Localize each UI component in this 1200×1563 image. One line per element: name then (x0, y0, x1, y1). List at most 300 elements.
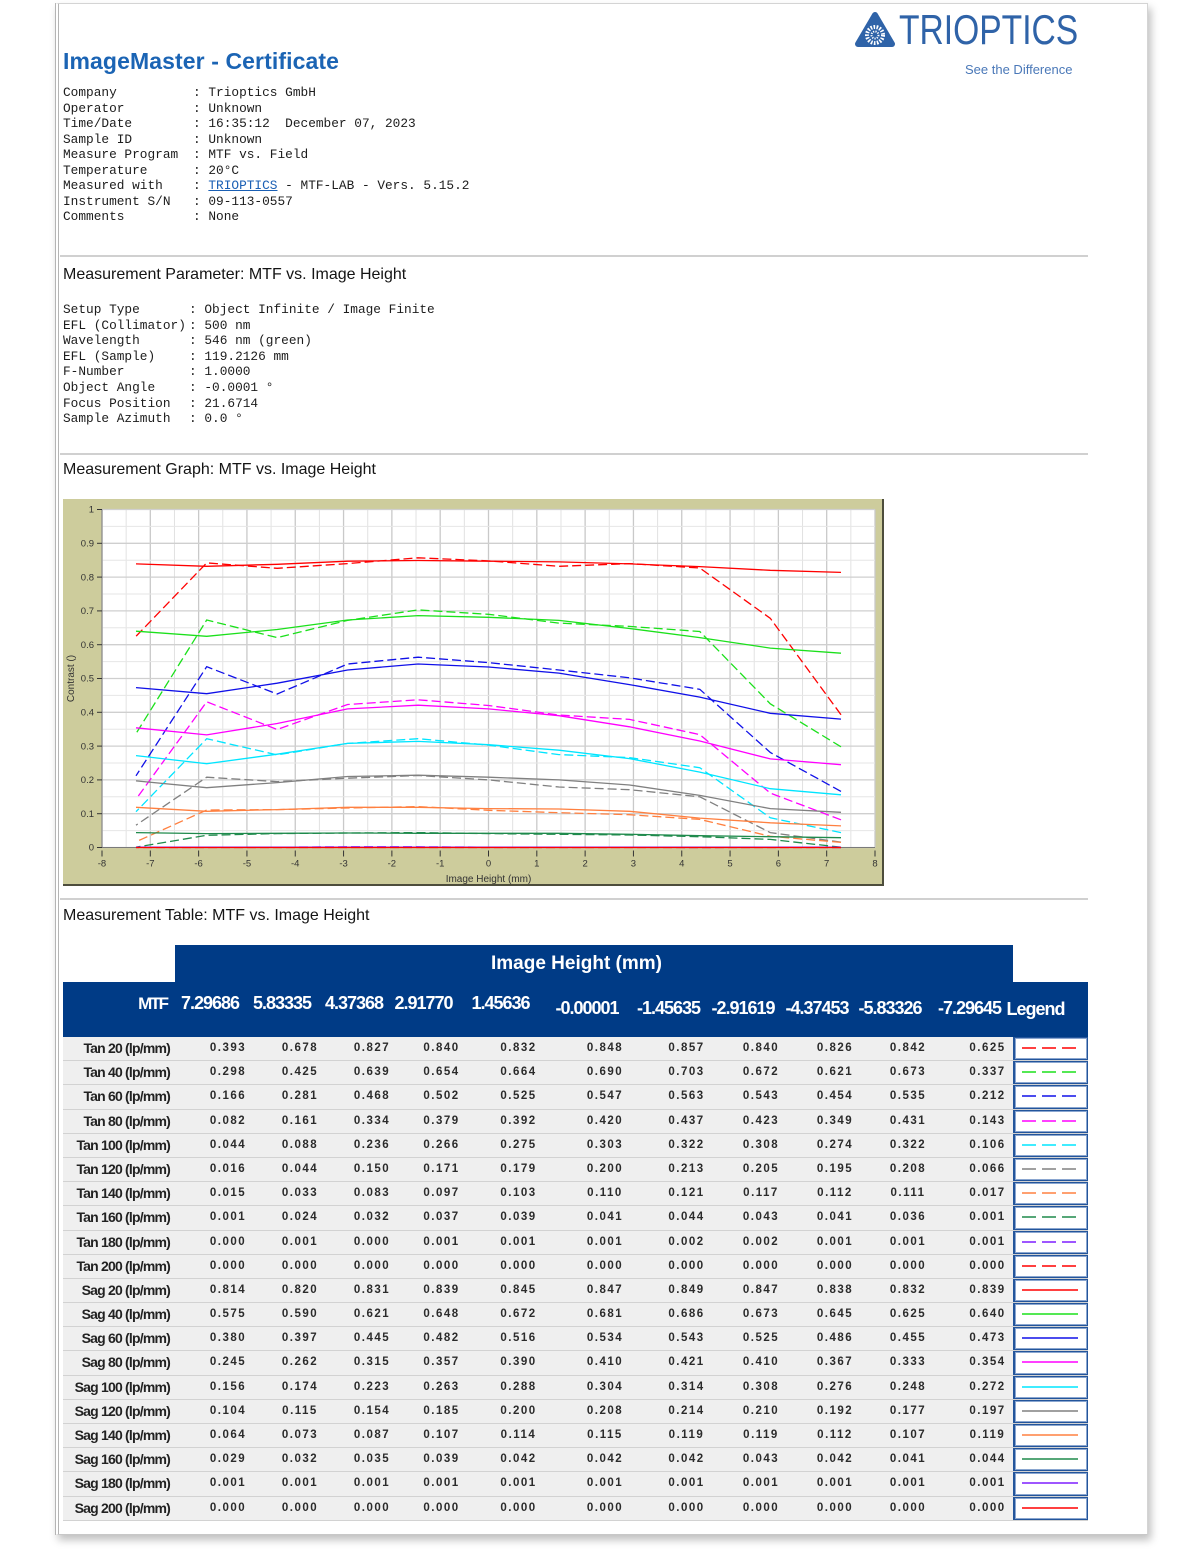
mtf-value: 0.502 (423, 1090, 460, 1103)
mtf-value: 0.839 (969, 1283, 1006, 1296)
mtf-value: 0.248 (889, 1380, 927, 1393)
row-label: Sag 100 (lp/mm) (74, 1378, 170, 1395)
mtf-value: 0.308 (742, 1380, 780, 1393)
mtf-value-cell (319, 1061, 389, 1084)
image-height-column-header (319, 982, 389, 1037)
field-label: Instrument S/N (63, 193, 171, 209)
mtf-value-cell (854, 1182, 926, 1205)
mtf-value-cell (245, 1351, 319, 1374)
field-separator: : (193, 116, 209, 131)
mtf-chart (63, 499, 884, 886)
mtf-value: 0.000 (353, 1259, 391, 1272)
mtf-value: 0.110 (587, 1187, 623, 1200)
mtf-value-cell (543, 1061, 631, 1084)
x-tick-label: 0 (485, 858, 492, 870)
mtf-value-cell (245, 1206, 319, 1229)
field-label: Measured with (63, 178, 163, 193)
field-separator: : (193, 85, 209, 100)
mtf-value-cell (854, 1400, 926, 1423)
mtf-value-cell (631, 1231, 706, 1254)
table-row-sag-60-lp-mm (63, 1327, 1088, 1351)
image-height-column-header (631, 982, 706, 1037)
field-value: MTF vs. Field (208, 147, 309, 162)
image-height-value: -1.45635 (636, 998, 701, 1018)
image-height-value: 1.45636 (471, 993, 530, 1013)
y-axis-title: Contrast () (66, 654, 77, 703)
mtf-value-cell (854, 1085, 926, 1108)
mtf-value: 0.590 (281, 1308, 319, 1321)
mtf-value-cell (706, 1110, 780, 1133)
graph-heading: Measurement Graph: MTF vs. Image Height (63, 461, 376, 478)
mtf-value-cell (706, 1158, 780, 1181)
legend-cell (1013, 1424, 1088, 1447)
mtf-value: 0.838 (816, 1283, 854, 1296)
mtf-value-cell (175, 1327, 245, 1350)
field-value: 546 nm (green) (204, 333, 312, 349)
legend-swatch (1021, 1045, 1079, 1051)
field-value: 0.0 ° (204, 411, 243, 427)
mtf-value: 0.454 (816, 1090, 854, 1103)
mtf-value-cell (389, 1061, 458, 1084)
table-row-sag-40-lp-mm (63, 1303, 1088, 1327)
image-height-value: 5.83335 (252, 993, 312, 1013)
mtf-value: 0.001 (586, 1477, 624, 1490)
mtf-value: 0.445 (353, 1332, 391, 1345)
legend-cell (1013, 1400, 1088, 1423)
legend-swatch (1021, 1263, 1079, 1269)
mtf-value: 0.171 (423, 1162, 460, 1175)
mtf-value: 0.534 (586, 1332, 624, 1345)
mtf-value-cell (854, 1497, 926, 1520)
legend-cell (1013, 1134, 1088, 1157)
table-body (63, 1037, 1088, 1521)
mtf-value: 0.575 (209, 1308, 247, 1321)
mtf-value: 0.041 (586, 1211, 624, 1224)
field-separator: : (189, 333, 205, 349)
mtf-value: 0.473 (969, 1332, 1006, 1345)
mtf-value: 0.043 (742, 1453, 780, 1466)
table-column-header-row (63, 982, 1088, 1037)
mtf-value-cell (706, 1085, 780, 1108)
field-separator: : (189, 411, 205, 427)
mtf-value-cell (926, 1327, 1013, 1350)
mtf-value-cell (175, 1110, 245, 1133)
mtf-value: 0.119 (969, 1429, 1006, 1441)
image-height-column-header (780, 982, 854, 1037)
mtf-value: 0.195 (816, 1162, 854, 1175)
mtf-value: 0.000 (500, 1501, 537, 1514)
mtf-value-cell (175, 1231, 245, 1254)
mtf-value-cell (631, 1206, 706, 1229)
table-row-tan-160-lp-mm (63, 1206, 1088, 1230)
mtf-value: 0.001 (969, 1211, 1006, 1224)
mtf-value: 0.115 (587, 1429, 623, 1441)
mtf-value-cell (631, 1497, 706, 1520)
legend-cell (1013, 1085, 1088, 1108)
measurement-parameters (63, 302, 435, 427)
mtf-value-cell (245, 1037, 319, 1060)
field-value: -0.0001 ° (204, 379, 274, 395)
mtf-value-cell (631, 1182, 706, 1205)
row-label: Tan 120 (lp/mm) (76, 1160, 170, 1177)
field-separator: : (193, 100, 209, 116)
mtf-value-cell (854, 1037, 926, 1060)
mtf-value: 0.664 (500, 1066, 537, 1079)
mtf-value-cell (458, 1303, 543, 1326)
mtf-value-cell (458, 1327, 543, 1350)
legend-swatch (1021, 1239, 1079, 1245)
mtf-value-cell (319, 1351, 389, 1374)
mtf-value: 0.000 (969, 1501, 1006, 1514)
mtf-value: 0.543 (668, 1332, 705, 1345)
mtf-value: 0.017 (969, 1187, 1006, 1200)
mtf-value: 0.001 (969, 1477, 1006, 1490)
mtf-value: 0.039 (423, 1453, 460, 1466)
mtf-value-cell (175, 1497, 245, 1520)
field-label: Measure Program (63, 147, 179, 162)
mtf-value-cell (319, 1255, 389, 1278)
mtf-value-cell (319, 1158, 389, 1181)
mtf-value: 0.840 (742, 1042, 780, 1054)
mtf-value-cell (631, 1448, 706, 1471)
legend-swatch (1021, 1166, 1079, 1172)
mtf-value-cell (543, 1134, 631, 1157)
table-row-tan-100-lp-mm (63, 1134, 1088, 1158)
mtf-value: 0.103 (500, 1187, 537, 1200)
mtf-value: 0.166 (209, 1090, 247, 1103)
mtf-value: 0.000 (816, 1501, 854, 1514)
mtf-value-cell (854, 1279, 926, 1302)
mtf-value-cell (854, 1158, 926, 1181)
row-label: Tan 100 (lp/mm) (76, 1136, 170, 1153)
mtf-value: 0.214 (668, 1404, 705, 1417)
mtf-value-cell (926, 1497, 1013, 1520)
table-group-header-row (63, 945, 1088, 982)
mtf-value: 0.043 (742, 1211, 780, 1224)
field-label: Focus Position (63, 395, 171, 411)
mtf-value-cell (389, 1376, 458, 1399)
row-label: Sag 60 (lp/mm) (81, 1330, 170, 1347)
field-separator: : (189, 379, 205, 395)
info-row-measured-with (63, 178, 469, 194)
table-row-sag-180-lp-mm (63, 1472, 1088, 1496)
mtf-value-cell (319, 1376, 389, 1399)
mtf-value: 0.001 (209, 1211, 247, 1224)
mtf-value: 0.200 (500, 1404, 537, 1417)
mtf-value-cell (319, 1085, 389, 1108)
mtf-value: 0.107 (889, 1429, 927, 1441)
mtf-value-cell (780, 1376, 854, 1399)
mtf-value-cell (706, 1061, 780, 1084)
mtf-value: 0.272 (969, 1380, 1006, 1393)
image-height-column-header (854, 982, 926, 1037)
mtf-value: 0.000 (209, 1235, 247, 1248)
parameters-row-object-angle (63, 380, 435, 396)
mtf-value-cell (780, 1158, 854, 1181)
mtf-value-cell (245, 1303, 319, 1326)
mtf-value-cell (631, 1279, 706, 1302)
mtf-value-cell (319, 1231, 389, 1254)
table-row-tan-20-lp-mm (63, 1037, 1088, 1061)
mtf-value-cell (631, 1351, 706, 1374)
field-separator: : (189, 364, 205, 380)
mtf-value: 0.678 (281, 1042, 319, 1054)
mtf-value-cell (780, 1303, 854, 1326)
row-label: Tan 140 (lp/mm) (76, 1185, 170, 1202)
mtf-value: 0.083 (353, 1187, 391, 1200)
mtf-value: 0.185 (423, 1404, 460, 1417)
mtf-value-cell (706, 1303, 780, 1326)
mtf-value-cell (389, 1472, 458, 1495)
mtf-value: 0.121 (668, 1187, 705, 1200)
mtf-value-cell (543, 1472, 631, 1495)
mtf-value-cell (926, 1182, 1013, 1205)
row-label: Sag 80 (lp/mm) (81, 1354, 170, 1371)
mtf-value: 0.002 (668, 1235, 705, 1248)
mtf-value: 0.117 (743, 1187, 779, 1200)
mtf-value: 0.001 (209, 1477, 247, 1490)
legend-cell (1013, 1497, 1088, 1520)
mtf-value: 0.107 (423, 1429, 460, 1441)
mtf-value-cell (458, 1255, 543, 1278)
mtf-value-cell (175, 1424, 245, 1447)
field-label: Wavelength (63, 333, 140, 349)
mtf-value: 0.337 (969, 1066, 1006, 1079)
mtf-value: 0.420 (586, 1114, 624, 1127)
mtf-value-cell (458, 1376, 543, 1399)
x-tick-label: 7 (824, 858, 830, 870)
mtf-value-cell (543, 1206, 631, 1229)
mtf-value: 0.000 (969, 1259, 1006, 1272)
mtf-value-cell (389, 1037, 458, 1060)
parameters-row-sample-azimuth (63, 411, 435, 427)
mtf-value: 0.177 (889, 1404, 927, 1417)
mtf-value-cell (319, 1182, 389, 1205)
row-label: Tan 200 (lp/mm) (76, 1257, 170, 1274)
mtf-value-cell (389, 1255, 458, 1278)
row-label: Tan 60 (lp/mm) (83, 1088, 170, 1105)
mtf-value-cell (926, 1158, 1013, 1181)
mtf-value: 0.437 (668, 1114, 705, 1127)
legend-cell (1013, 1472, 1088, 1495)
mtf-value-cell (319, 1110, 389, 1133)
field-label: Temperature (63, 162, 148, 178)
mtf-value-cell (706, 1448, 780, 1471)
mtf-value: 0.673 (742, 1308, 780, 1321)
mtf-value: 0.814 (209, 1283, 247, 1296)
mtf-value-cell (780, 1448, 854, 1471)
mtf-value: 0.016 (209, 1162, 247, 1175)
mtf-value: 0.314 (668, 1380, 705, 1393)
mtf-value: 0.820 (281, 1283, 319, 1296)
mtf-value: 0.686 (668, 1308, 705, 1321)
mtf-value-cell (543, 1110, 631, 1133)
mtf-value-cell (706, 1134, 780, 1157)
mtf-value: 0.423 (742, 1114, 780, 1127)
info-row-company (63, 85, 469, 101)
mtf-value: 0.115 (282, 1404, 318, 1417)
mtf-value: 0.000 (668, 1501, 705, 1514)
mtf-value-cell (319, 1327, 389, 1350)
mtf-value: 0.849 (668, 1283, 705, 1296)
mtf-value: 0.179 (500, 1162, 537, 1175)
mtf-value: 0.111 (890, 1187, 926, 1200)
legend-swatch (1021, 1384, 1079, 1390)
row-label: Tan 20 (lp/mm) (83, 1040, 170, 1056)
mtf-value-cell (780, 1182, 854, 1205)
mtf-value-cell (543, 1448, 631, 1471)
mtf-value-cell (926, 1110, 1013, 1133)
grid (102, 510, 875, 848)
mtf-value: 0.639 (353, 1066, 391, 1079)
table-row-tan-140-lp-mm (63, 1182, 1088, 1206)
mtf-value: 0.000 (423, 1501, 460, 1514)
mtf-value: 0.044 (668, 1211, 705, 1224)
mtf-value-cell (926, 1400, 1013, 1423)
image-height-value: 7.29686 (180, 993, 240, 1013)
field-separator: : (189, 348, 205, 364)
row-label: Sag 40 (lp/mm) (81, 1306, 170, 1323)
mtf-value-cell (175, 1085, 245, 1108)
mtf-value-cell (175, 1158, 245, 1181)
mtf-value: 0.001 (353, 1477, 391, 1490)
mtf-value: 0.119 (668, 1429, 705, 1441)
image-height-value: 4.37368 (324, 993, 384, 1013)
image-height-column-header (543, 982, 631, 1037)
mtf-value: 0.334 (353, 1114, 391, 1127)
mtf-value-cell (175, 1037, 245, 1060)
mtf-value-cell (175, 1472, 245, 1495)
mtf-value: 0.543 (742, 1090, 780, 1103)
table-row-sag-200-lp-mm (63, 1497, 1088, 1521)
mtf-value: 0.625 (969, 1042, 1006, 1054)
mtf-value-cell (926, 1351, 1013, 1374)
mtf-value: 0.354 (969, 1356, 1006, 1369)
mtf-value: 0.322 (668, 1138, 705, 1151)
mtf-value: 0.035 (353, 1453, 391, 1466)
mtf-value-cell (780, 1497, 854, 1520)
table-row-tan-120-lp-mm (63, 1158, 1088, 1182)
mtf-value-cell (389, 1110, 458, 1133)
mtf-value: 0.468 (353, 1090, 391, 1103)
legend-swatch (1021, 1408, 1079, 1414)
mtf-value: 0.000 (500, 1259, 537, 1272)
mtf-value: 0.425 (281, 1066, 319, 1079)
mtf-value: 0.024 (281, 1211, 319, 1224)
mtf-value-cell (175, 1206, 245, 1229)
mtf-value: 0.000 (586, 1501, 624, 1514)
field-label: EFL (Collimator) (63, 317, 186, 333)
mtf-value-cell (854, 1110, 926, 1133)
legend-swatch (1021, 1311, 1079, 1317)
mtf-value-cell (245, 1061, 319, 1084)
mtf-value: 0.001 (889, 1235, 927, 1248)
x-tick-label: -7 (146, 858, 155, 870)
mtf-value-cell (854, 1424, 926, 1447)
mtf-value: 0.000 (209, 1501, 247, 1514)
mtf-value-cell (706, 1424, 780, 1447)
mtf-value: 0.000 (209, 1259, 247, 1272)
mtf-value-cell (389, 1424, 458, 1447)
mtf-value-cell (854, 1061, 926, 1084)
mtf-value: 0.840 (423, 1042, 460, 1054)
mtf-value: 0.392 (500, 1114, 537, 1127)
mtf-value-cell (706, 1472, 780, 1495)
mtf-value: 0.161 (281, 1114, 319, 1127)
mtf-value-cell (706, 1279, 780, 1302)
mtf-value-cell (245, 1110, 319, 1133)
mtf-value: 0.645 (816, 1308, 854, 1321)
x-tick-label: 2 (582, 858, 588, 870)
legend-cell (1013, 1255, 1088, 1278)
mtf-value: 0.516 (500, 1332, 537, 1345)
mtf-value: 0.357 (423, 1356, 460, 1369)
divider (60, 898, 1088, 900)
legend-swatch (1021, 1093, 1079, 1099)
mtf-value-cell (854, 1134, 926, 1157)
mtf-value-cell (780, 1255, 854, 1278)
trioptics-link[interactable]: TRIOPTICS (208, 178, 278, 193)
x-tick-label: 6 (775, 858, 782, 870)
mtf-value-cell (245, 1448, 319, 1471)
x-tick-label: -6 (194, 858, 203, 870)
mtf-value: 0.112 (817, 1187, 853, 1200)
mtf-value-cell (458, 1497, 543, 1520)
mtf-value: 0.842 (889, 1042, 927, 1054)
mtf-value-cell (543, 1400, 631, 1423)
mtf-value: 0.001 (742, 1477, 780, 1490)
mtf-value: 0.281 (281, 1090, 319, 1103)
mtf-value: 0.262 (281, 1356, 319, 1369)
mtf-value-cell (245, 1472, 319, 1495)
legend-cell (1013, 1279, 1088, 1302)
mtf-value-cell (631, 1400, 706, 1423)
mtf-value: 0.322 (889, 1138, 927, 1151)
table-row-tan-60-lp-mm (63, 1085, 1088, 1109)
mtf-value: 0.192 (816, 1404, 854, 1417)
y-tick-label: 1 (88, 504, 94, 516)
mtf-value-cell (706, 1497, 780, 1520)
legend-swatch (1021, 1335, 1079, 1341)
mtf-value-cell (245, 1085, 319, 1108)
row-label: Tan 40 (lp/mm) (83, 1064, 170, 1081)
mtf-value-cell (543, 1158, 631, 1181)
mtf-value-cell (706, 1376, 780, 1399)
mtf-value: 0.210 (742, 1404, 780, 1417)
mtf-value: 0.333 (889, 1356, 927, 1369)
x-tick-label: 3 (630, 858, 637, 870)
mtf-value-cell (458, 1400, 543, 1423)
field-label: Time/Date (63, 116, 133, 131)
row-label: Sag 120 (lp/mm) (74, 1402, 170, 1419)
mtf-value: 0.826 (816, 1042, 854, 1054)
x-tick-label: 8 (872, 858, 878, 870)
mtf-value: 0.001 (969, 1235, 1006, 1248)
mtf-value-cell (245, 1400, 319, 1423)
mtf-value: 0.308 (742, 1138, 780, 1151)
mtf-value-cell (854, 1351, 926, 1374)
mtf-value-cell (631, 1424, 706, 1447)
field-value: Trioptics GmbH (208, 85, 316, 100)
field-label: Sample ID (63, 131, 133, 147)
mtf-value-cell (780, 1231, 854, 1254)
image-height-column-header (245, 982, 319, 1037)
mtf-value: 0.032 (281, 1453, 319, 1466)
row-label: Tan 80 (lp/mm) (83, 1112, 170, 1129)
mtf-value-cell (245, 1279, 319, 1302)
mtf-value-cell (706, 1255, 780, 1278)
field-label: Company (63, 85, 117, 100)
